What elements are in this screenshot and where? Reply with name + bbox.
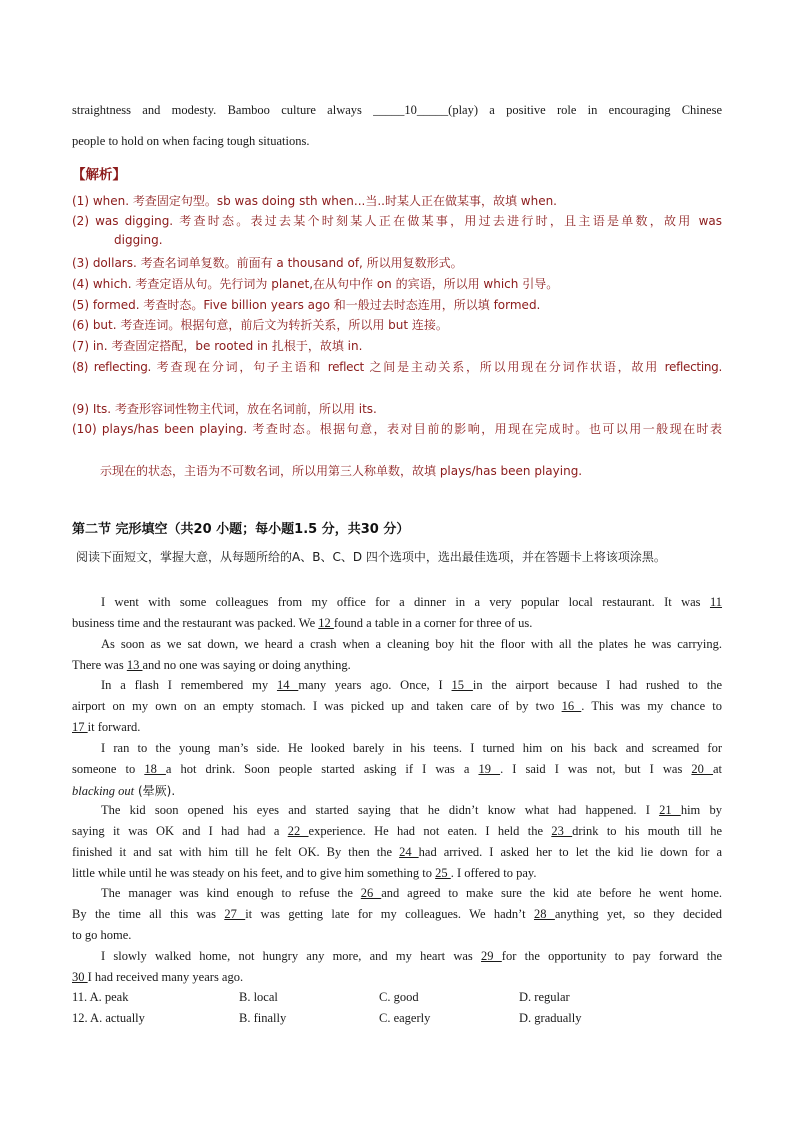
analysis-item: (2) was digging. 考查时态。表过去某个时刻某人正在做某事，用过去进行时，且主语是单数，故用 was [72, 214, 722, 228]
analysis-item: (3) dollars. 考查名词单复数。前面有 a thousand of, 所以用复数形式。 [72, 256, 463, 270]
section-instruction: 阅读下面短文，掌握大意，从每题所给的A、B、C、D 四个选项中，选出最佳选项，并在答题卡上将该项涂黑。 [76, 550, 666, 564]
analysis-item: (8) reflecting. 考查现在分词，句子主语和 reflect 之间是主动关系，所以用现在分词作状语，故用 reflecting. [72, 360, 722, 374]
blank-30: 30 [72, 970, 88, 984]
passage-line: In a flash I remembered my 14 many years ago. Once, I 15 in the airport because I had rushed to the [101, 678, 723, 692]
analysis-item-continued: 示现在的状态，主语为不可数名词，所以用第三人称单数，故填 plays/has been playing. [100, 464, 583, 478]
analysis-heading: 【解析】 [72, 167, 126, 183]
passage-line: The kid soon opened his eyes and started saying that he didn’t know what had happened. I 21 him by [101, 803, 722, 817]
passage-line: finished it and sat with him till he felt OK. By then the 24 had arrived. I asked her to let the kid lie down for a [72, 845, 722, 859]
blank-26: 26 [360, 886, 382, 900]
analysis-item: (10) plays/has been playing. 考查时态。根据句意，表对目前的影响，用现在完成时。也可以用一般现在时表 [72, 422, 722, 436]
option-c: C. good [379, 990, 419, 1004]
option-b: B. local [239, 990, 278, 1004]
blank-16: 16 [561, 699, 582, 713]
passage-line: The manager was kind enough to refuse the 26 and agreed to make sure the kid ate before he went home. [101, 886, 722, 900]
blank-14: 14 [276, 678, 299, 692]
option-b: B. finally [239, 1011, 287, 1025]
blank-25: 25 [435, 866, 451, 880]
blank-11: 11 [709, 595, 723, 609]
option-d: D. regular [519, 990, 570, 1004]
blank-12: 12 [318, 616, 334, 630]
option-c: C. eagerly [379, 1011, 431, 1025]
option-a: 12. A. actually [72, 1011, 145, 1025]
blank-28: 28 [533, 907, 555, 921]
blank-27: 27 [224, 907, 246, 921]
blank-29: 29 [481, 949, 502, 963]
passage-line: As soon as we sat down, we heard a crash when a cleaning boy hit the floor with all the plates he was carrying. [101, 637, 722, 651]
passage-line: 30 I had received many years ago. [72, 970, 244, 984]
passage-line: I slowly walked home, not hungry any more, and my heart was 29 for the opportunity to pay forward the [101, 949, 723, 963]
blank-13: 13 [126, 658, 143, 672]
blank-15: 15 [451, 678, 473, 692]
blank-22: 22 [287, 824, 309, 838]
option-d: D. gradually [519, 1011, 582, 1025]
passage-line: 17 it forward. [72, 720, 141, 734]
passage-line: to go home. [72, 928, 132, 942]
blank-24: 24 [399, 845, 419, 859]
blank-20: 20 [691, 762, 713, 776]
passage-line: people to hold on when facing tough situations. [72, 134, 310, 148]
passage-line: someone to 18 a hot drink. Soon people started asking if I was a 19 . I said I was not, but I was 20 at [72, 762, 723, 776]
passage-line: By the time all this was 27 it was getting late for my colleagues. We hadn’t 28 anything yet, so they decided [72, 907, 722, 921]
blank-21: 21 [659, 803, 681, 817]
analysis-item: (4) which. 考查定语从句。先行词为 planet,在从句中作 on 的宾语，所以用 which 引导。 [72, 277, 559, 291]
option-a: 11. A. peak [72, 990, 129, 1004]
analysis-item: (1) when. 考查固定句型。sb was doing sth when...当..时某人正在做某事，故填 when. [72, 194, 557, 208]
blank-19: 19 [478, 762, 501, 776]
blank-18: 18 [144, 762, 166, 776]
passage-line: straightness and modesty. Bamboo culture always _____10_____(play) a positive role in encouraging Chinese [72, 103, 722, 117]
passage-line: I went with some colleagues from my office for a dinner in a very popular local restaurant. It was 11 [101, 595, 723, 609]
analysis-item-continued: digging. [114, 233, 163, 247]
analysis-item: (7) in. 考查固定搭配，be rooted in 扎根于，故填 in. [72, 339, 363, 353]
blank-23: 23 [551, 824, 573, 838]
passage-line: There was 13 and no one was saying or doing anything. [72, 658, 351, 672]
analysis-item: (9) Its. 考查形容词性物主代词，放在名词前，所以用 its. [72, 402, 377, 416]
section-title: 第二节 完形填空（共20 小题；每小题1.5 分，共30 分） [72, 522, 410, 537]
blank-17: 17 [72, 720, 88, 734]
passage-line: little while until he was steady on his feet, and to give him something to 25 . I offered to pay. [72, 866, 537, 880]
passage-line: airport on my own on an empty stomach. I was picked up and taken care of by two 16 . This was my chance to [72, 699, 723, 713]
passage-line: blacking out (晕厥). [72, 784, 176, 798]
analysis-item: (6) but. 考查连词。根据句意，前后文为转折关系，所以用 but 连接。 [72, 318, 448, 332]
passage-line: saying it was OK and I had had a 22 experience. He had not eaten. I held the 23 drink to his mouth till he [72, 824, 723, 838]
passage-line: I ran to the young man’s side. He looked barely in his teens. I turned him on his back and screamed for [101, 741, 722, 755]
analysis-item: (5) formed. 考查时态。Five billion years ago 和一般过去时态连用，所以填 formed. [72, 298, 541, 312]
passage-line: business time and the restaurant was packed. We 12 found a table in a corner for three of us. [72, 616, 533, 630]
